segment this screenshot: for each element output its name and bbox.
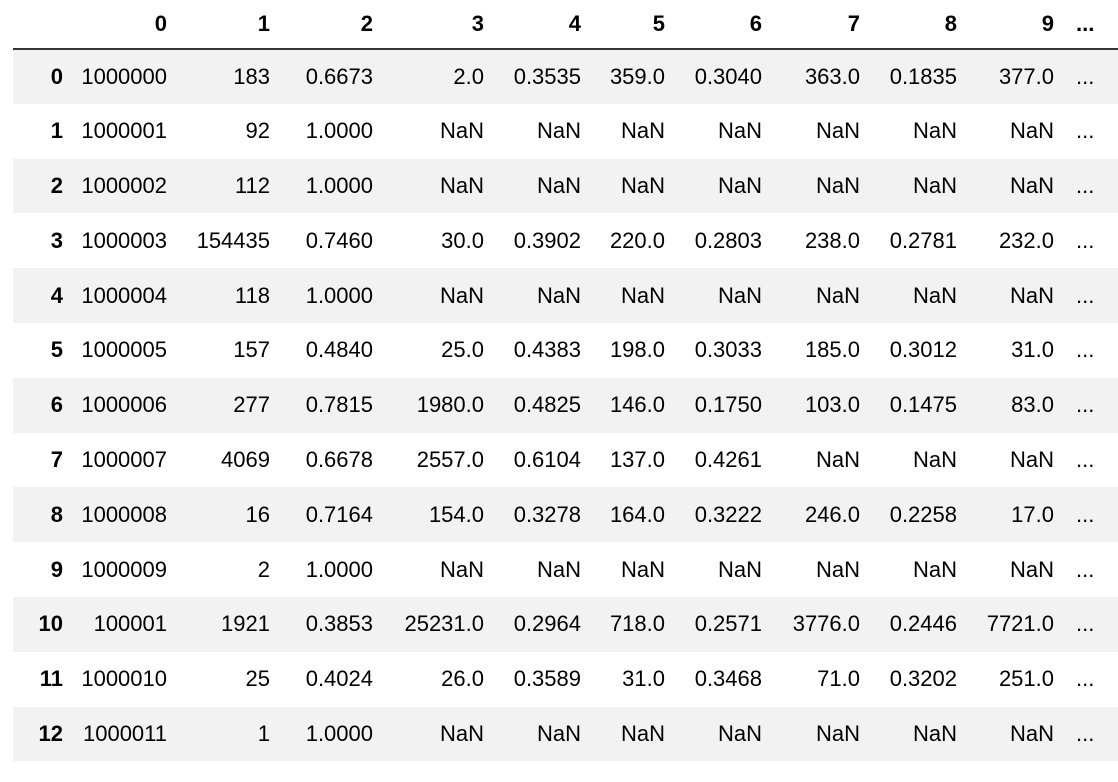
table-cell: NaN <box>717 720 762 746</box>
ellipsis-cell: ... <box>1076 556 1095 582</box>
table-cell: NaN <box>912 172 957 198</box>
table-cell: 359.0 <box>609 63 665 89</box>
table-cell: 246.0 <box>804 501 860 527</box>
table-cell: 31.0 <box>622 666 665 692</box>
column-header-8: 8 <box>866 0 963 49</box>
table-row <box>13 268 1118 323</box>
table-cell: 0.2781 <box>889 227 957 253</box>
table-cell: 0.1475 <box>889 392 957 418</box>
ellipsis-cell: ... <box>1076 392 1095 418</box>
table-cell: NaN <box>815 282 860 308</box>
column-header-5: 5 <box>587 0 671 49</box>
table-cell: 1000005 <box>81 337 167 363</box>
table-cell: NaN <box>815 172 860 198</box>
table-row <box>13 487 1118 542</box>
table-row <box>13 707 1118 762</box>
table-cell: 0.1750 <box>694 392 762 418</box>
table-cell: NaN <box>815 118 860 144</box>
table-cell: 363.0 <box>804 63 860 89</box>
row-index: 11 <box>39 666 63 692</box>
ellipsis-cell: ... <box>1076 501 1095 527</box>
column-header-2: 2 <box>276 0 379 49</box>
ellipsis-column-header: ... <box>1060 0 1118 49</box>
table-cell: 0.4825 <box>513 392 581 418</box>
table-cell: 25 <box>245 666 270 692</box>
table-row <box>13 433 1118 488</box>
column-header-9: 9 <box>963 0 1060 49</box>
column-header-6: 6 <box>671 0 768 49</box>
table-cell: 1000004 <box>81 282 167 308</box>
table-cell: 0.3012 <box>889 337 957 363</box>
table-cell: 1000010 <box>81 666 167 692</box>
table-cell: 1000008 <box>81 501 167 527</box>
table-cell: NaN <box>439 720 484 746</box>
table-cell: 25231.0 <box>404 611 484 637</box>
table-cell: NaN <box>536 720 581 746</box>
table-cell: 146.0 <box>609 392 665 418</box>
table-cell: NaN <box>620 720 665 746</box>
column-header-3: 3 <box>379 0 490 49</box>
ellipsis-cell: ... <box>1076 666 1095 692</box>
table-cell: 232.0 <box>998 227 1054 253</box>
dataframe-output <box>13 0 1118 761</box>
table-cell: 1.0000 <box>305 118 373 144</box>
table-cell: 103.0 <box>804 392 860 418</box>
table-cell: 377.0 <box>998 63 1054 89</box>
index-header <box>13 0 69 49</box>
table-cell: NaN <box>912 720 957 746</box>
table-cell: NaN <box>912 282 957 308</box>
table-cell: 1 <box>257 720 270 746</box>
table-cell: 1980.0 <box>416 392 484 418</box>
column-header-4: 4 <box>490 0 587 49</box>
row-index: 5 <box>50 337 63 363</box>
table-cell: 0.6673 <box>305 63 373 89</box>
table-cell: 2 <box>257 556 270 582</box>
row-index: 7 <box>50 446 63 472</box>
table-cell: NaN <box>815 720 860 746</box>
table-cell: 164.0 <box>609 501 665 527</box>
table-cell: 137.0 <box>609 446 665 472</box>
table-cell: 0.3589 <box>513 666 581 692</box>
table-cell: NaN <box>620 282 665 308</box>
table-cell: 0.7164 <box>305 501 373 527</box>
table-cell: 0.7460 <box>305 227 373 253</box>
table-cell: 25.0 <box>441 337 484 363</box>
table-cell: 0.3278 <box>513 501 581 527</box>
column-header-7: 7 <box>768 0 866 49</box>
table-cell: 71.0 <box>817 666 860 692</box>
table-cell: NaN <box>1009 118 1054 144</box>
column-header-0: 0 <box>69 0 173 49</box>
table-cell: NaN <box>717 282 762 308</box>
table-cell: 92 <box>245 118 270 144</box>
table-cell: 0.2446 <box>889 611 957 637</box>
ellipsis-cell: ... <box>1076 118 1095 144</box>
table-cell: 183 <box>233 63 270 89</box>
table-cell: NaN <box>815 556 860 582</box>
row-index: 4 <box>50 282 63 308</box>
table-cell: NaN <box>1009 282 1054 308</box>
table-cell: 30.0 <box>441 227 484 253</box>
ellipsis-cell: ... <box>1076 446 1095 472</box>
table-cell: 26.0 <box>441 666 484 692</box>
table-cell: 154.0 <box>428 501 484 527</box>
table-cell: NaN <box>815 446 860 472</box>
table-cell: 1.0000 <box>305 720 373 746</box>
table-cell: 1000011 <box>82 720 167 746</box>
dataframe-table <box>13 0 1118 761</box>
table-cell: 718.0 <box>609 611 665 637</box>
table-row <box>13 104 1118 159</box>
ellipsis-cell: ... <box>1076 282 1095 308</box>
table-cell: 1921 <box>221 611 270 637</box>
table-cell: NaN <box>536 282 581 308</box>
table-cell: NaN <box>717 172 762 198</box>
table-cell: 0.4024 <box>305 666 373 692</box>
table-cell: 0.3853 <box>305 611 373 637</box>
table-cell: 0.2258 <box>889 501 957 527</box>
table-cell: 0.6104 <box>513 446 581 472</box>
table-row <box>13 652 1118 707</box>
table-body <box>13 49 1118 761</box>
table-cell: 0.7815 <box>305 392 373 418</box>
table-cell: 1000003 <box>81 227 167 253</box>
table-cell: 7721.0 <box>986 611 1054 637</box>
table-header <box>13 0 1118 49</box>
row-index: 12 <box>38 720 63 746</box>
table-cell: NaN <box>536 118 581 144</box>
table-cell: NaN <box>1009 172 1054 198</box>
table-cell: 1.0000 <box>305 282 373 308</box>
table-cell: 112 <box>234 172 270 198</box>
table-cell: NaN <box>717 118 762 144</box>
table-row <box>13 213 1118 268</box>
table-cell: 1000001 <box>81 118 167 144</box>
table-cell: NaN <box>1009 720 1054 746</box>
table-cell: NaN <box>620 172 665 198</box>
table-cell: 0.3222 <box>694 501 762 527</box>
table-cell: 185.0 <box>804 337 860 363</box>
ellipsis-cell: ... <box>1076 720 1095 746</box>
table-cell: 83.0 <box>1011 392 1054 418</box>
table-cell: NaN <box>1009 556 1054 582</box>
table-cell: 31.0 <box>1011 337 1054 363</box>
table-row <box>13 49 1118 104</box>
row-index: 8 <box>50 501 63 527</box>
table-cell: 0.1835 <box>889 63 957 89</box>
table-cell: NaN <box>912 446 957 472</box>
table-cell: 154435 <box>196 227 270 253</box>
table-cell: 16 <box>245 501 270 527</box>
table-cell: NaN <box>439 556 484 582</box>
row-index: 6 <box>50 392 63 418</box>
table-cell: 3776.0 <box>792 611 860 637</box>
table-cell: 0.3902 <box>513 227 581 253</box>
table-cell: NaN <box>536 172 581 198</box>
table-cell: 1000000 <box>81 63 167 89</box>
table-cell: 0.3202 <box>889 666 957 692</box>
table-cell: NaN <box>1009 446 1054 472</box>
table-cell: 0.4840 <box>305 337 373 363</box>
table-cell: 0.3468 <box>694 666 762 692</box>
table-cell: NaN <box>912 118 957 144</box>
table-cell: 2.0 <box>453 63 484 89</box>
ellipsis-cell: ... <box>1076 337 1095 363</box>
table-cell: 1.0000 <box>305 556 373 582</box>
table-cell: NaN <box>439 118 484 144</box>
table-cell: NaN <box>620 556 665 582</box>
table-cell: NaN <box>620 118 665 144</box>
table-cell: 17.0 <box>1011 501 1054 527</box>
table-cell: 0.3535 <box>513 63 581 89</box>
row-index: 9 <box>50 556 63 582</box>
row-index: 10 <box>38 611 63 637</box>
table-cell: NaN <box>439 172 484 198</box>
ellipsis-cell: ... <box>1076 611 1095 637</box>
table-cell: 100001 <box>93 611 167 637</box>
table-cell: 0.4261 <box>694 446 762 472</box>
row-index: 1 <box>50 118 63 144</box>
ellipsis-cell: ... <box>1076 227 1095 253</box>
table-cell: 238.0 <box>804 227 860 253</box>
table-cell: 118 <box>234 282 270 308</box>
table-cell: 0.2964 <box>513 611 581 637</box>
table-cell: NaN <box>912 556 957 582</box>
table-cell: 277 <box>233 392 270 418</box>
table-cell: NaN <box>717 556 762 582</box>
row-index: 3 <box>50 227 63 253</box>
table-row <box>13 597 1118 652</box>
table-cell: NaN <box>536 556 581 582</box>
table-cell: 4069 <box>221 446 270 472</box>
table-cell: 1000002 <box>81 172 167 198</box>
column-header-1: 1 <box>173 0 276 49</box>
row-index: 2 <box>50 172 63 198</box>
table-cell: 1.0000 <box>305 172 373 198</box>
header-row <box>13 0 1118 49</box>
ellipsis-cell: ... <box>1076 172 1095 198</box>
table-cell: 1000009 <box>81 556 167 582</box>
table-cell: 0.6678 <box>305 446 373 472</box>
table-cell: 157 <box>233 337 270 363</box>
table-cell: 2557.0 <box>416 446 484 472</box>
table-cell: 0.2571 <box>694 611 762 637</box>
row-index: 0 <box>50 63 63 89</box>
table-row <box>13 323 1118 378</box>
table-row <box>13 159 1118 214</box>
table-row <box>13 378 1118 433</box>
table-cell: 0.3040 <box>694 63 762 89</box>
table-row <box>13 542 1118 597</box>
table-cell: NaN <box>439 282 484 308</box>
table-cell: 198.0 <box>609 337 665 363</box>
table-cell: 0.2803 <box>694 227 762 253</box>
table-cell: 0.3033 <box>694 337 762 363</box>
table-cell: 1000007 <box>81 446 167 472</box>
table-cell: 1000006 <box>81 392 167 418</box>
table-cell: 251.0 <box>998 666 1054 692</box>
ellipsis-cell: ... <box>1076 63 1095 89</box>
table-cell: 220.0 <box>609 227 665 253</box>
table-cell: 0.4383 <box>513 337 581 363</box>
